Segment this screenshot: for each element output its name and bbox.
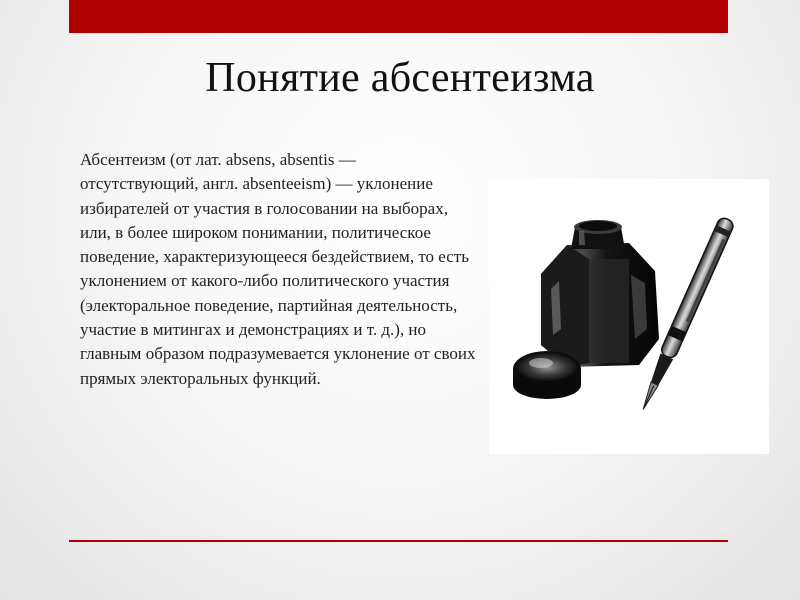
slide-title: Понятие абсентеизма [205, 55, 595, 101]
inkwell-pen-image [489, 179, 769, 454]
bottom-accent-line [69, 540, 728, 542]
inkwell-pen-icon [489, 179, 769, 454]
top-accent-bar [69, 0, 728, 33]
slide-body-text: Абсентеизм (от лат. absens, absentis — отсутствующий, англ. absenteeism) — уклонение избирателей от участия в голосовании на выборах, или, в более широком понимании, политическое поведение, характеризующееся бездействием, то есть уклонением от какого-либо политического участия (электоральное поведение, партийная деятельность, участие в митингах и демонстрациях и т. д.), но главным образом подразумевается уклонение от своих прямых электоральных функций. [80, 150, 476, 388]
